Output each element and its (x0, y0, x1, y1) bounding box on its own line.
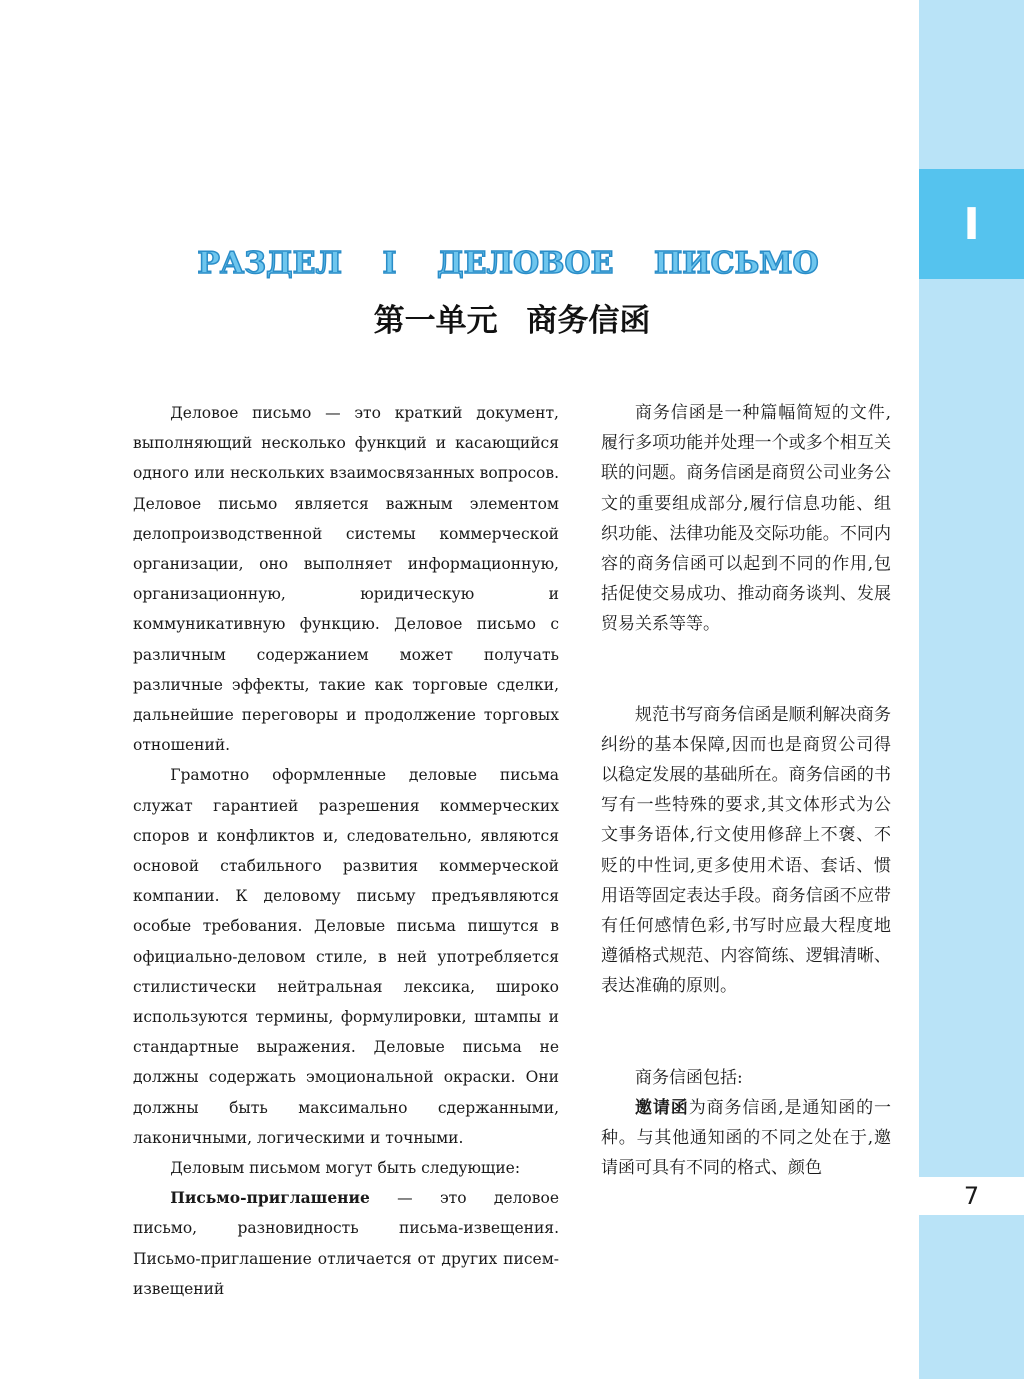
chinese-column (601, 398, 891, 1183)
section-title-chinese: 第一单元 商务信函 (373, 303, 651, 339)
chinese-paragraph-1: 商务信函是一种篇幅简短的文件,履行多项功能并处理一个或多个相互关联的问题。商务信函是商贸公司业务公文的重要组成部分,履行信息功能、组织功能、法律功能及交际功能。不同内容的商务信函可以起到不同的作用,包括促使交易成功、推动商务谈判、发展贸易关系等等。 (601, 403, 891, 635)
chinese-term-invitation: 邀请函 (635, 1097, 689, 1118)
russian-term-invitation: Письмо-приглашение (170, 1188, 370, 1208)
section-title-russian: РАЗДЕЛ Ⅰ ДЕЛОВОЕ ПИСЬМО (197, 246, 819, 281)
russian-paragraph-4-text: — это деловое письмо, разновидность письма-извещения. Письмо-приглашение отличается от других писем-извещений (133, 1189, 559, 1298)
chinese-paragraph-2: 规范书写商务信函是顺利解决商务纠纷的基本保障,因而也是商贸公司得以稳定发展的基础所在。商务信函的书写有一些特殊的要求,其文体形式为公文事务语体,行文使用修辞上不褒、不贬的中性词,更多使用术语、套话、惯用语等固定表达手段。商务信函不应带有任何感情色彩,书写时应最大程度地遵循格式规范、内容简练、逻辑清晰、表达准确的原则。 (601, 704, 891, 997)
section-tab: I (919, 169, 1024, 279)
russian-paragraph-4 (133, 1183, 559, 1304)
russian-paragraph-1: Деловое письмо — это краткий документ, выполняющий несколько функций и касающийся одного или нескольких взаимосвязанных вопросов. Деловое письмо является важным элементом делопроизводственной системы коммерческой организации, оно выполняет информационную, организационную, юридическую и коммуникативную функцию. Деловое письмо с различным содержанием может получать различные эффекты, такие как торговые сделки, дальнейшие переговоры и продолжение торговых отношений. (133, 404, 559, 755)
russian-column (133, 398, 559, 1304)
russian-paragraph-3: Деловым письмом могут быть следующие: (170, 1159, 521, 1178)
chinese-paragraph-4 (601, 1093, 891, 1184)
russian-paragraph-2: Грамотно оформленные деловые письма служат гарантией разрешения коммерческих споров и конфликтов и, следовательно, являются основой стабильного развития коммерческой компании. К деловому письму предъявляются особые требования. Деловые письма пишутся в официально-деловом стиле, в ней употребляется стилистически нейтральная лексика, широко используются термины, формулировки, штампы и стандартные выражения. Деловые письма не должны содержать эмоциональной окраски. Они должны быть максимально сдержанными, лаконичными, логическими и точными. (133, 766, 559, 1147)
chinese-paragraph-4-text: 为商务信函,是通知函的一种。与其他通知函的不同之处在于,邀请函可具有不同的格式、颜色 (601, 1097, 892, 1179)
page-number: 7 (919, 1177, 1024, 1215)
chinese-paragraph-3: 商务信函包括: (635, 1067, 743, 1088)
